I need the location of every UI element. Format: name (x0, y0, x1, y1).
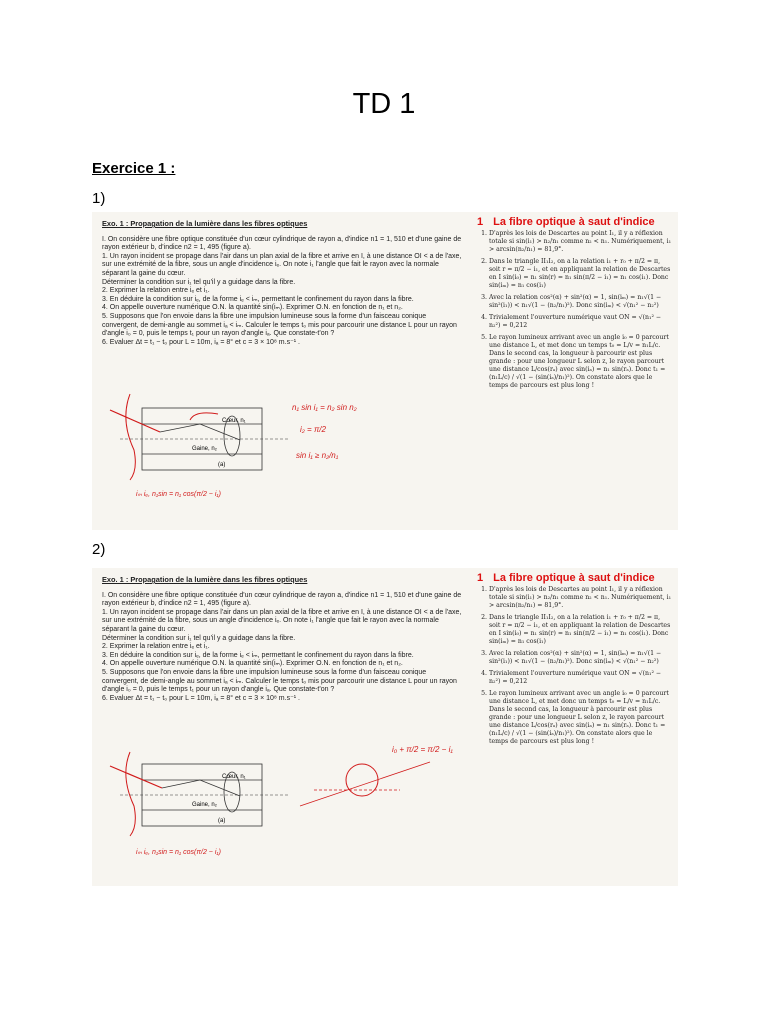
handwritten-annotation: iₘ iₑ, n₁sin = n₁ cos(π/2 − i₁) (136, 491, 221, 498)
solution-item: 3. Avec la relation cos²(α) + sin²(α) = 1, sin(iₘ) = n₁√(1 − sin²(i₁)) < n₁√(1 − (n₂/n₁)²). Donc sin(iₘ) < √(n₁² − n₂²) (489, 650, 673, 666)
figure-caption: (a) (218, 462, 226, 468)
exercise-heading: Exercice 1 : (92, 160, 176, 177)
handwritten-annotation: n₁ sin i₁ = n₂ sin n₂ (292, 403, 357, 412)
core-label: Cœur, n₁ (222, 418, 246, 424)
solution-item: 1. D'après les lois de Descartes au point I₁, il y a réflexion totale si sin(i₁) > n₂/n₁ comme n₂ < n₁. Numériquement, i₁ > arcsin(n₂/n₁) = 81,9°. (489, 230, 673, 254)
statement-paragraph: 3. En déduire la condition sur iₑ, de la forme iₑ < iₘ, permettant le confinement du rayon dans la fibre. (102, 295, 414, 303)
handwritten-annotation: sin i₁ ≥ n₂/n₁ (296, 451, 339, 460)
solution-item: 4. Trivialement l'ouverture numérique vaut ON = √(n₁² − n₂²) = 0,212 (489, 670, 673, 686)
solution-column (477, 218, 673, 394)
question-number-2: 2) (92, 541, 106, 558)
statement-paragraph: 3. En déduire la condition sur iₑ, de la forme iₑ < iₘ, permettant le confinement du rayon dans la fibre. (102, 651, 414, 659)
scanned-sheet-2 (92, 568, 678, 886)
statement-paragraph: 1. Un rayon incident se propage dans l'air dans un plan axial de la fibre et arrive en I, à une distance OI < a de l'axe, sur une extrémité de la fibre, sous un angle d'incidence iₑ. On note i₁ l'angle que fait le rayon avec la normale séparant la gaine du cœur. (102, 608, 462, 633)
statement-paragraph: 5. Supposons que l'on envoie dans la fibre une impulsion lumineuse sous la forme d'un faisceau conique convergent, de demi-angle au sommet iₐ < iₘ. Calculer le temps t₀ mis pour parcourir une distance L pour un rayon d'angle i₀ = 0, puis le temps t₁ pour un rayon d'angle iₐ. Que constate-t'on ? (102, 312, 457, 338)
statement-paragraph: 2. Exprimer la relation entre iₑ et i₁. (102, 287, 210, 295)
solution-list (477, 586, 673, 746)
exercise-sheet-heading: Exo. 1 : Propagation de la lumière dans les fibres optiques (102, 219, 308, 228)
statement-paragraph: 6. Evaluer Δt = t₁ − t₀ pour L = 10m, iₐ = 8° et c = 3 × 10⁸ m.s⁻¹ . (102, 694, 300, 702)
core-label: Cœur, n₁ (222, 774, 246, 780)
question-number-1: 1) (92, 190, 106, 207)
solution-item: 2. Dans le triangle II₁I₂, on a la relation i₁ + r₀ + π/2 = π, soit r = π/2 − i₁, et en appliquant la relation de Descartes en I sin(i₀) = n₁ sin(r) = n₁ sin(π/2 − i₁) = n₁ cos(i₁). Donc sin(iₘ) = n₁ cos(i₁) (489, 614, 673, 646)
statement-paragraph: 4. On appelle ouverture numérique O.N. la quantité sin(iₘ). Exprimer O.N. en fonction de n₁ et n₂. (102, 304, 403, 312)
statement-paragraph: I. On considère une fibre optique constituée d'un cœur cylindrique de rayon a, d'indice n1 = 1, 510 et d'une gaine de rayon extérieur b, d'indice n2 = 1, 495 (figure a). (102, 235, 462, 252)
statement-paragraph: Déterminer la condition sur i₁ tel qu'il y a guidage dans la fibre. (102, 278, 296, 286)
section-number: 1 (477, 572, 484, 584)
solution-item: 4. Trivialement l'ouverture numérique vaut ON = √(n₁² − n₂²) = 0,212 (489, 314, 673, 330)
statement-paragraph: 1. Un rayon incident se propage dans l'air dans un plan axial de la fibre et arrive en I, à une distance OI < a de l'axe, sur une extrémité de la fibre, sous un angle d'incidence iₑ. On note i₁ l'angle que fait le rayon avec la normale séparant la gaine du cœur. (102, 252, 462, 277)
figure-caption: (a) (218, 818, 226, 824)
exercise-statement (102, 576, 462, 703)
section-number: 1 (477, 216, 484, 228)
statement-paragraph: 4. On appelle ouverture numérique O.N. la quantité sin(iₘ). Exprimer O.N. en fonction de n₁ et n₂. (102, 660, 403, 668)
cladding-label: Gaine, n₂ (192, 446, 218, 452)
handwritten-annotation: iₘ iₑ, n₁sin = n₁ cos(π/2 − i₁) (136, 849, 221, 856)
handwritten-annotation: i₂ = π/2 (300, 425, 326, 434)
cladding-label: Gaine, n₂ (192, 802, 218, 808)
scanned-sheet-1 (92, 212, 678, 530)
section-title: La fibre optique à saut d'indice (493, 216, 655, 228)
solution-item: 3. Avec la relation cos²(α) + sin²(α) = 1, sin(iₘ) = n₁√(1 − sin²(i₁)) < n₁√(1 − (n₂/n₁)²). Donc sin(iₘ) < √(n₁² − n₂²) (489, 294, 673, 310)
statement-paragraph: I. On considère une fibre optique constituée d'un cœur cylindrique de rayon a, d'indice n1 = 1, 510 et d'une gaine de rayon extérieur b, d'indice n2 = 1, 495 (figure a). (102, 591, 462, 608)
exercise-sheet-heading: Exo. 1 : Propagation de la lumière dans les fibres optiques (102, 575, 308, 584)
statement-paragraph: Déterminer la condition sur i₁ tel qu'il y a guidage dans la fibre. (102, 634, 296, 642)
statement-paragraph: 6. Evaluer Δt = t₁ − t₀ pour L = 10m, iₐ = 8° et c = 3 × 10⁸ m.s⁻¹ . (102, 338, 300, 346)
fiber-diagram (100, 380, 480, 510)
fiber-diagram (100, 740, 480, 870)
document-title: TD 1 (352, 88, 416, 120)
section-title: La fibre optique à saut d'indice (493, 572, 655, 584)
statement-paragraph: 5. Supposons que l'on envoie dans la fibre une impulsion lumineuse sous la forme d'un faisceau conique convergent, de demi-angle au sommet iₐ < iₘ. Calculer le temps t₀ mis pour parcourir une distance L pour un rayon d'angle i₀ = 0, puis le temps t₁ pour un rayon d'angle iₐ. Que constate-t'on ? (102, 668, 457, 694)
statement-paragraph: 2. Exprimer la relation entre iₑ et i₁. (102, 643, 210, 651)
solution-item: 2. Dans le triangle II₁I₂, on a la relation i₁ + r₀ + π/2 = π, soit r = π/2 − i₁, et en appliquant la relation de Descartes en I sin(i₀) = n₁ sin(r) = n₁ sin(π/2 − i₁) = n₁ cos(i₁). Donc sin(iₘ) = n₁ cos(i₁) (489, 258, 673, 290)
exercise-statement (102, 220, 462, 347)
solution-item: 5. Le rayon lumineux arrivant avec un angle i₀ = 0 parcourt une distance L, et met donc un temps t₀ = L/v = n₁L/c. Dans le second cas, la longueur à parcourir est plus grande : pour une longueur L selon z, le rayon parcourt une distance L/cos(rₐ) avec sin(iₐ) = n₁ sin(rₐ). Donc t₁ = (n₁L/c) / √(1 − (sin(iₐ)/n₁)²). On constate alors que le temps de parcours est plus long ! (489, 334, 673, 390)
solution-list (477, 230, 673, 390)
solution-section-heading (477, 574, 673, 582)
solution-item: 5. Le rayon lumineux arrivant avec un angle i₀ = 0 parcourt une distance L, et met donc un temps t₀ = L/v = n₁L/c. Dans le second cas, la longueur à parcourir est plus grande : pour une longueur L selon z, le rayon parcourt une distance L/cos(rₐ) avec sin(iₐ) = n₁ sin(rₐ). Donc t₁ = (n₁L/c) / √(1 − (sin(iₐ)/n₁)²). On constate alors que le temps de parcours est plus long ! (489, 690, 673, 746)
solution-item: 1. D'après les lois de Descartes au point I₁, il y a réflexion totale si sin(i₁) > n₂/n₁ comme n₂ < n₁. Numériquement, i₁ > arcsin(n₂/n₁) = 81,9°. (489, 586, 673, 610)
solution-section-heading (477, 218, 673, 226)
handwritten-annotation: i₀ + π/2 = π/2 − i₁ (392, 745, 453, 754)
solution-column (477, 574, 673, 750)
